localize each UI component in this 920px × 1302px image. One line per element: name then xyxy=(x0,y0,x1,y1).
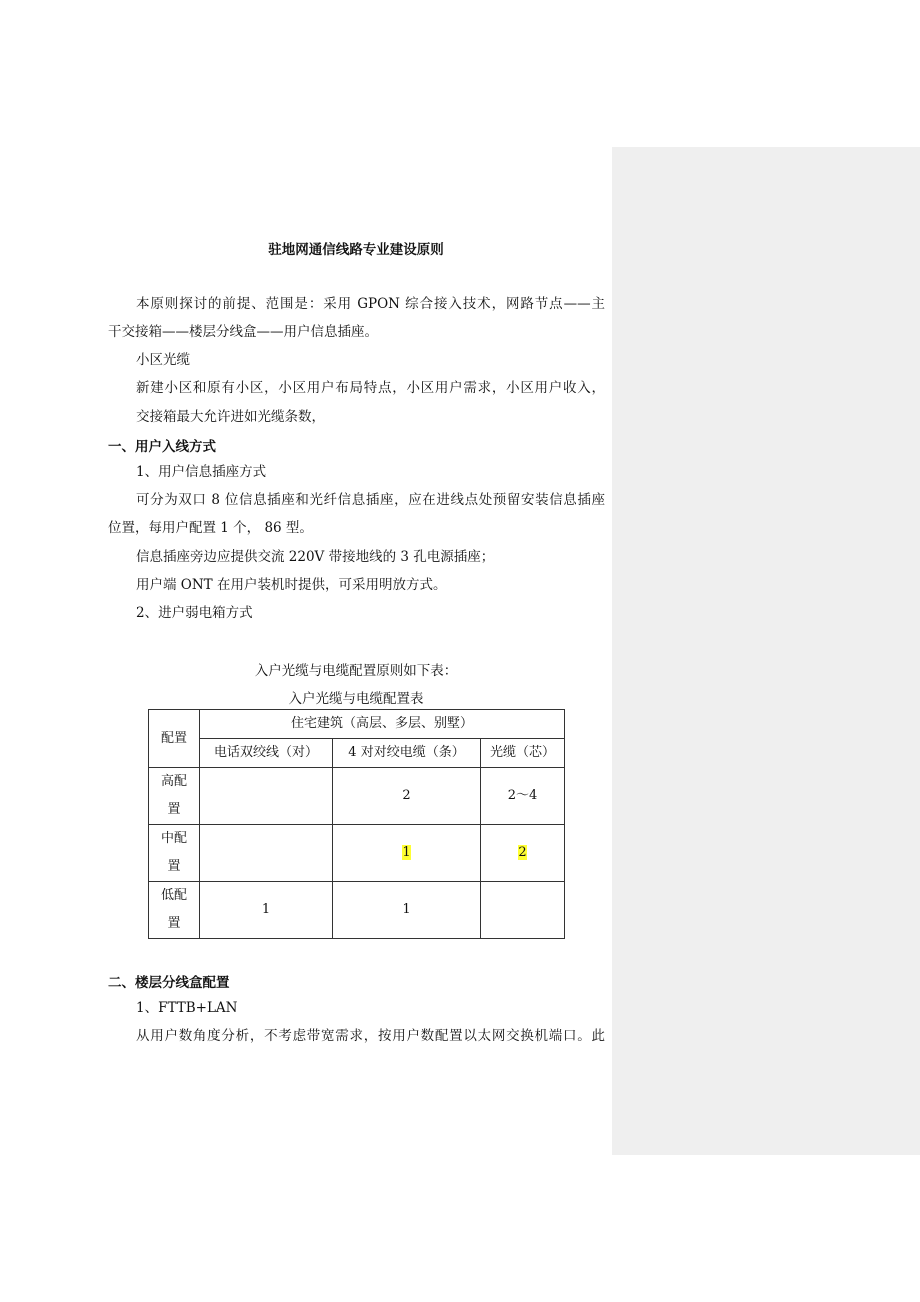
section-1-p3: 用户端 ONT 在用户装机时提供，可采用明放方式。 xyxy=(136,577,447,593)
section-1-p1-line-1: 可分为双口 8 位信息插座和光纤信息插座，应在进线点处预留安装信息插座 xyxy=(136,492,605,508)
table-header-row xyxy=(149,710,565,739)
cell-cable: 1 xyxy=(333,882,481,939)
row-label-line-1: 高配 xyxy=(160,774,187,789)
table-group-header: 住宅建筑（高层、多层、别墅） xyxy=(200,710,565,739)
row-label-line-2: 置 xyxy=(167,916,181,931)
cell-cable: 2 xyxy=(333,768,481,825)
table-row xyxy=(149,825,565,882)
row-label-line-2: 置 xyxy=(167,859,181,874)
cell-fiber xyxy=(481,882,565,939)
row-label-cell xyxy=(149,768,200,825)
cell-fiber: 2～4 xyxy=(481,768,565,825)
section-1-p1-line-2: 位置，每用户配置 1 个， 86 型。 xyxy=(108,520,313,536)
community-line-2: 交接箱最大允许进如光缆条数， xyxy=(136,409,325,425)
table-corner-cell: 配置 xyxy=(149,710,200,768)
row-label-line-1: 中配 xyxy=(160,831,187,846)
cell-cable xyxy=(333,825,481,882)
table-row xyxy=(149,768,565,825)
column-header-fiber: 光缆（芯） xyxy=(481,739,565,768)
table-row xyxy=(149,882,565,939)
highlighted-value: 1 xyxy=(402,845,411,860)
section-1-sub-2: 2、进户弱电箱方式 xyxy=(136,605,253,621)
section-1-p2: 信息插座旁边应提供交流 220V 带接地线的 3 孔电源插座； xyxy=(136,549,495,565)
intro-line-2: 干交接箱——楼层分线盒——用户信息插座。 xyxy=(108,324,378,340)
document-title: 驻地网通信线路专业建设原则 xyxy=(268,242,444,258)
section-1-sub-1: 1、用户信息插座方式 xyxy=(136,464,267,480)
cell-phone xyxy=(200,825,333,882)
community-line-1: 新建小区和原有小区，小区用户布局特点，小区用户需求，小区用户收入， xyxy=(136,380,605,396)
row-label-cell xyxy=(149,882,200,939)
section-2-heading: 二、楼层分线盒配置 xyxy=(108,975,230,991)
community-label: 小区光缆 xyxy=(136,352,190,368)
section-2-sub-1: 1、FTTB+LAN xyxy=(136,1000,238,1016)
highlighted-value: 2 xyxy=(518,845,527,860)
cell-phone: 1 xyxy=(200,882,333,939)
row-label-cell xyxy=(149,825,200,882)
section-2-p1: 从用户数角度分析，不考虑带宽需求，按用户数配置以太网交换机端口。此 xyxy=(136,1028,605,1044)
table-caption: 入户光缆与电缆配置表 xyxy=(288,691,424,707)
config-table xyxy=(148,709,565,939)
cell-phone xyxy=(200,768,333,825)
table-intro: 入户光缆与电缆配置原则如下表： xyxy=(254,663,458,679)
cell-fiber xyxy=(481,825,565,882)
row-label-line-2: 置 xyxy=(167,802,181,817)
column-header-cable: 4 对对绞电缆（条） xyxy=(333,739,481,768)
row-label-line-1: 低配 xyxy=(160,888,187,903)
section-1-heading: 一、用户入线方式 xyxy=(108,439,216,455)
column-header-phone: 电话双绞线（对） xyxy=(200,739,333,768)
table-subheader-row xyxy=(149,739,565,768)
comment-pane xyxy=(612,147,920,1155)
intro-line-1: 本原则探讨的前提、范围是：采用 GPON 综合接入技术，网路节点——主 xyxy=(136,296,605,312)
